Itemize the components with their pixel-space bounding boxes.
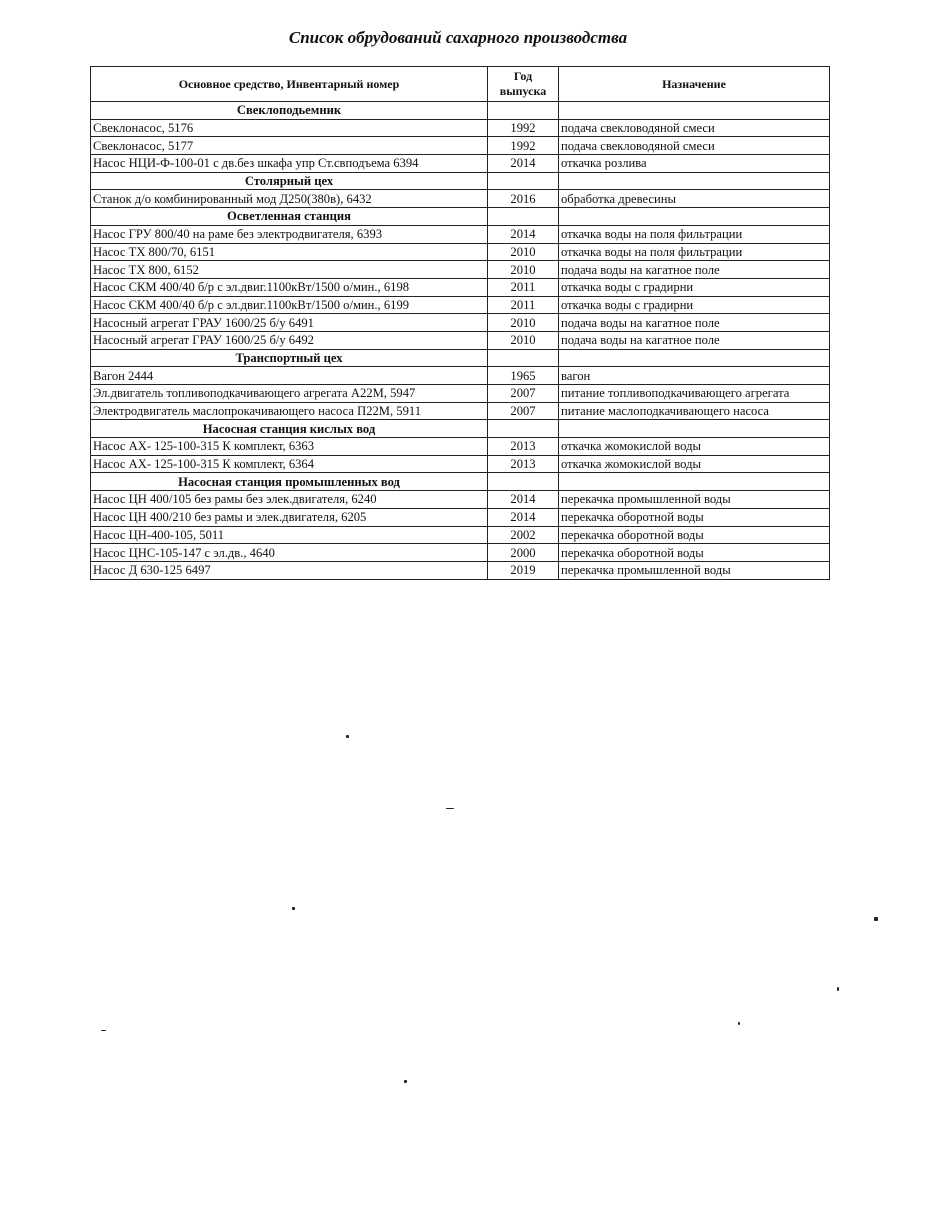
year-cell: 1965 — [488, 367, 559, 385]
scan-speck — [738, 1022, 740, 1025]
asset-name-cell: Насос ТХ 800/70, 6151 — [91, 243, 488, 261]
section-purpose-cell — [559, 208, 830, 226]
year-cell: 2010 — [488, 261, 559, 279]
year-cell: 1992 — [488, 119, 559, 137]
asset-name-cell: Насос АХ- 125-100-315 К комплект, 6364 — [91, 455, 488, 473]
section-title: Столярный цех — [91, 172, 488, 190]
table-row — [91, 544, 830, 562]
equipment-table — [90, 66, 830, 580]
section-purpose-cell — [559, 172, 830, 190]
purpose-cell: подача свекловодяной смеси — [559, 137, 830, 155]
table-row — [91, 438, 830, 456]
scan-speck — [837, 987, 839, 991]
scan-speck — [404, 1080, 407, 1083]
section-title: Транспортный цех — [91, 349, 488, 367]
section-purpose-cell — [559, 349, 830, 367]
section-purpose-cell — [559, 102, 830, 120]
column-header-year: Год выпуска — [488, 67, 559, 102]
purpose-cell: перекачка оборотной воды — [559, 544, 830, 562]
table-row — [91, 225, 830, 243]
purpose-cell: подача воды на кагатное поле — [559, 331, 830, 349]
section-year-cell — [488, 208, 559, 226]
asset-name-cell: Насос ЦН 400/105 без рамы без элек.двигателя, 6240 — [91, 491, 488, 509]
section-row — [91, 208, 830, 226]
table-row — [91, 402, 830, 420]
table-row — [91, 455, 830, 473]
section-title: Осветленная станция — [91, 208, 488, 226]
year-cell: 2014 — [488, 508, 559, 526]
asset-name-cell: Свеклонасос, 5176 — [91, 119, 488, 137]
purpose-cell: подача воды на кагатное поле — [559, 314, 830, 332]
purpose-cell: обработка древесины — [559, 190, 830, 208]
purpose-cell: откачка воды с градирни — [559, 296, 830, 314]
year-cell: 2000 — [488, 544, 559, 562]
table-row — [91, 137, 830, 155]
asset-name-cell: Насос СКМ 400/40 б/р с эл.двиг.1100кВт/1500 о/мин., 6198 — [91, 278, 488, 296]
year-cell: 2013 — [488, 438, 559, 456]
year-cell: 2007 — [488, 385, 559, 403]
purpose-cell: перекачка оборотной воды — [559, 526, 830, 544]
purpose-cell: питание топливоподкачивающего агрегата — [559, 385, 830, 403]
year-cell: 2002 — [488, 526, 559, 544]
section-row — [91, 172, 830, 190]
purpose-cell: откачка розлива — [559, 155, 830, 173]
table-row — [91, 119, 830, 137]
asset-name-cell: Насос ЦНС-105-147 с эл.дв., 4640 — [91, 544, 488, 562]
section-year-cell — [488, 473, 559, 491]
asset-name-cell: Насос Д 630-125 6497 — [91, 561, 488, 579]
asset-name-cell: Насос ТХ 800, 6152 — [91, 261, 488, 279]
table-row — [91, 561, 830, 579]
asset-name-cell: Свеклонасос, 5177 — [91, 137, 488, 155]
asset-name-cell: Насос АХ- 125-100-315 К комплект, 6363 — [91, 438, 488, 456]
asset-name-cell: Насос НЦИ-Ф-100-01 с дв.без шкафа упр Ст.свподъема 6394 — [91, 155, 488, 173]
scan-speck — [101, 1030, 106, 1031]
year-cell: 2013 — [488, 455, 559, 473]
section-year-cell — [488, 349, 559, 367]
asset-name-cell: Станок д/о комбинированный мод Д250(380в), 6432 — [91, 190, 488, 208]
year-cell: 2014 — [488, 155, 559, 173]
year-cell: 2010 — [488, 331, 559, 349]
section-purpose-cell — [559, 473, 830, 491]
section-title: Свеклоподьемник — [91, 102, 488, 120]
table-row — [91, 261, 830, 279]
year-cell: 2007 — [488, 402, 559, 420]
column-header-name: Основное средство, Инвентарный номер — [91, 67, 488, 102]
purpose-cell: откачка воды с градирни — [559, 278, 830, 296]
year-cell: 2010 — [488, 314, 559, 332]
table-row — [91, 190, 830, 208]
section-row — [91, 349, 830, 367]
scan-speck — [346, 735, 349, 738]
year-cell: 2019 — [488, 561, 559, 579]
year-cell: 2016 — [488, 190, 559, 208]
purpose-cell: перекачка промышленной воды — [559, 491, 830, 509]
asset-name-cell: Насос СКМ 400/40 б/р с эл.двиг.1100кВт/1500 о/мин., 6199 — [91, 296, 488, 314]
table-row — [91, 314, 830, 332]
table-row — [91, 508, 830, 526]
year-cell: 2014 — [488, 225, 559, 243]
section-title: Насосная станция кислых вод — [91, 420, 488, 438]
column-header-purpose: Назначение — [559, 67, 830, 102]
purpose-cell: откачка воды на поля фильтрации — [559, 243, 830, 261]
table-header — [91, 67, 830, 102]
asset-name-cell: Насосный агрегат ГРАУ 1600/25 б/у 6491 — [91, 314, 488, 332]
asset-name-cell: Электродвигатель маслопрокачивающего насоса П22М, 5911 — [91, 402, 488, 420]
purpose-cell: откачка жомокислой воды — [559, 455, 830, 473]
asset-name-cell: Эл.двигатель топливоподкачивающего агрегата А22М, 5947 — [91, 385, 488, 403]
table-row — [91, 385, 830, 403]
purpose-cell: вагон — [559, 367, 830, 385]
purpose-cell: откачка жомокислой воды — [559, 438, 830, 456]
table-row — [91, 367, 830, 385]
purpose-cell: перекачка оборотной воды — [559, 508, 830, 526]
table-row — [91, 331, 830, 349]
table-row — [91, 491, 830, 509]
purpose-cell: питание маслоподкачивающего насоса — [559, 402, 830, 420]
purpose-cell: подача воды на кагатное поле — [559, 261, 830, 279]
asset-name-cell: Вагон 2444 — [91, 367, 488, 385]
scan-speck — [874, 917, 878, 921]
section-purpose-cell — [559, 420, 830, 438]
scan-speck — [446, 808, 454, 809]
table-row — [91, 296, 830, 314]
section-title: Насосная станция промышленных вод — [91, 473, 488, 491]
header-row — [91, 67, 830, 102]
asset-name-cell: Насос ЦН-400-105, 5011 — [91, 526, 488, 544]
table-row — [91, 526, 830, 544]
section-year-cell — [488, 420, 559, 438]
year-cell: 2010 — [488, 243, 559, 261]
asset-name-cell: Насосный агрегат ГРАУ 1600/25 б/у 6492 — [91, 331, 488, 349]
asset-name-cell: Насос ЦН 400/210 без рамы и элек.двигателя, 6205 — [91, 508, 488, 526]
section-row — [91, 473, 830, 491]
page-title: Список обрудований сахарного производства — [288, 28, 628, 47]
table-row — [91, 155, 830, 173]
section-year-cell — [488, 172, 559, 190]
table-body — [91, 102, 830, 580]
table-row — [91, 243, 830, 261]
section-row — [91, 102, 830, 120]
table-row — [91, 278, 830, 296]
year-cell: 1992 — [488, 137, 559, 155]
year-cell: 2011 — [488, 278, 559, 296]
section-year-cell — [488, 102, 559, 120]
scan-speck — [292, 907, 295, 910]
purpose-cell: перекачка промышленной воды — [559, 561, 830, 579]
year-cell: 2011 — [488, 296, 559, 314]
asset-name-cell: Насос ГРУ 800/40 на раме без электродвигателя, 6393 — [91, 225, 488, 243]
purpose-cell: подача свекловодяной смеси — [559, 119, 830, 137]
section-row — [91, 420, 830, 438]
year-cell: 2014 — [488, 491, 559, 509]
purpose-cell: откачка воды на поля фильтрации — [559, 225, 830, 243]
